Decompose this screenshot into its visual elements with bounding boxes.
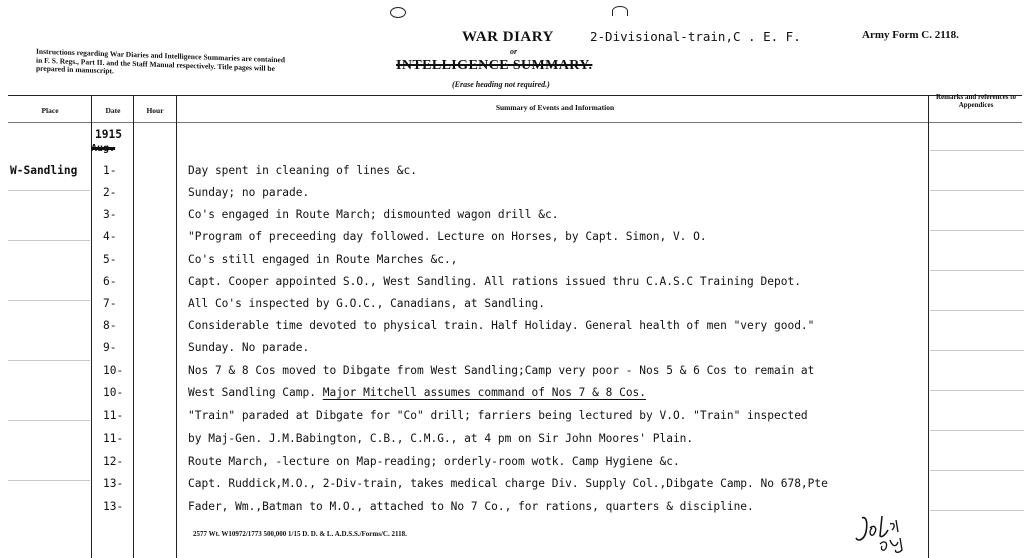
punch-hole-left [390,7,406,18]
year: 1915 [95,128,122,141]
table-top-rule [8,95,1022,96]
ruled-line [930,190,1024,191]
struck-month: Aug. [91,143,116,154]
column-header-hour: Hour [146,106,164,115]
ruled-line [8,420,90,421]
entry-date: 5- [103,253,117,266]
entry-text: West Sandling Camp. [188,386,323,399]
column-header-remarks: Remarks and references to Appendices [935,93,1017,109]
entry-text-with-underline [188,386,646,399]
entry-date: 10- [103,364,124,377]
entry-text: Capt. Cooper appointed S.O., West Sandling. All rations issued thru C.A.S.C Training Depot. [188,275,801,288]
punch-hole-right [612,6,628,16]
column-header-place: Place [41,106,59,115]
ruled-line [8,300,90,301]
entry-text: "Program of preceeding day followed. Lecture on Horses, by Capt. Simon, V. O. [188,230,707,243]
entry-text: "Train" paraded at Dibgate for "Co" drill; farriers being lectured by V.O. "Train" inspected [188,409,808,422]
print-footer: 2577 Wt. W10972/1773 500,000 1/15 D. D. & L. A.D.S.S./Forms/C. 2118. [193,530,407,538]
col-divider-hour [176,95,177,558]
entry-text: Considerable time devoted to physical train. Half Holiday. General health of men "very good." [188,319,815,332]
entry-date: 2- [103,186,117,199]
ruled-line [930,390,1024,391]
ruled-line [930,270,1024,271]
ruled-line [930,470,1024,471]
entry-date: 9- [103,341,117,354]
ruled-line [8,480,90,481]
ruled-line [930,430,1024,431]
entry-text: Route March, -lecture on Map-reading; orderly-room wotk. Camp Hygiene &c. [188,455,680,468]
entry-date: 13- [103,477,124,490]
column-header-date: Date [105,106,121,115]
ruled-line [8,190,90,191]
entry-date: 1- [103,164,117,177]
place-value: W-Sandling [10,164,78,177]
ruled-line [930,510,1024,511]
entry-date: 6- [103,275,117,288]
ruled-line [930,230,1024,231]
ruled-line [930,350,1024,351]
or-word: or [510,47,518,56]
ruled-line [8,360,90,361]
form-number: Army Form C. 2118. [862,29,959,41]
entry-date: 3- [103,208,117,221]
ruled-line [8,240,90,241]
ruled-line [930,310,1024,311]
entry-date: 10- [103,386,124,399]
underlined-command-note: Major Mitchell assumes command of Nos 7 & 8 Cos. [322,386,647,399]
entry-text: Sunday. No parade. [188,341,310,354]
entry-date: 11- [103,409,124,422]
erase-note: (Erase heading not required.) [452,80,550,89]
entry-date: 4- [103,230,117,243]
entry-date: 12- [103,455,124,468]
entry-date: 13- [103,500,124,513]
instructions-note: Instructions regarding War Diaries and Intelligence Summaries are contained in F. S. Regs., Part II. and the Staff Manual respectively. Title pages will be prepared in manuscript. [36,46,286,76]
document-title: WAR DIARY [462,29,554,45]
entry-text: Sunday; no parade. [188,186,310,199]
entry-text: Co's still engaged in Route Marches &c., [188,253,458,266]
entry-text: Nos 7 & 8 Cos moved to Dibgate from West Sandling;Camp very poor - Nos 5 & 6 Cos to remain at [188,364,815,377]
unit-name: 2-Divisional-train,C . E. F. [590,29,801,44]
entry-date: 7- [103,297,117,310]
table-header-rule [8,122,1022,123]
entry-text: Co's engaged in Route March; dismounted wagon drill &c. [188,208,559,221]
col-divider-place [91,95,92,558]
col-divider-remarks [928,95,929,558]
col-divider-date [133,95,134,558]
entry-text: by Maj-Gen. J.M.Babington, C.B., C.M.G., at 4 pm on Sir John Moores' Plain. [188,432,694,445]
ruled-line [930,150,1024,151]
entry-date: 11- [103,432,124,445]
entry-date: 8- [103,319,117,332]
entry-text: All Co's inspected by G.O.C., Canadians, at Sandling. [188,297,545,310]
struck-subtitle: INTELLIGENCE SUMMARY. [396,58,593,73]
column-header-summary: Summary of Events and Information [495,103,615,112]
entry-text: Capt. Ruddick,M.O., 2-Div-train, takes medical charge Div. Supply Col.,Dibgate Camp. No 678,Pte [188,477,828,490]
handwritten-signature [852,510,932,554]
entry-text: Fader, Wm.,Batman to M.O., attached to No 7 Co., for rations, quarters & discipline. [188,500,754,513]
entry-text: Day spent in cleaning of lines &c. [188,164,418,177]
